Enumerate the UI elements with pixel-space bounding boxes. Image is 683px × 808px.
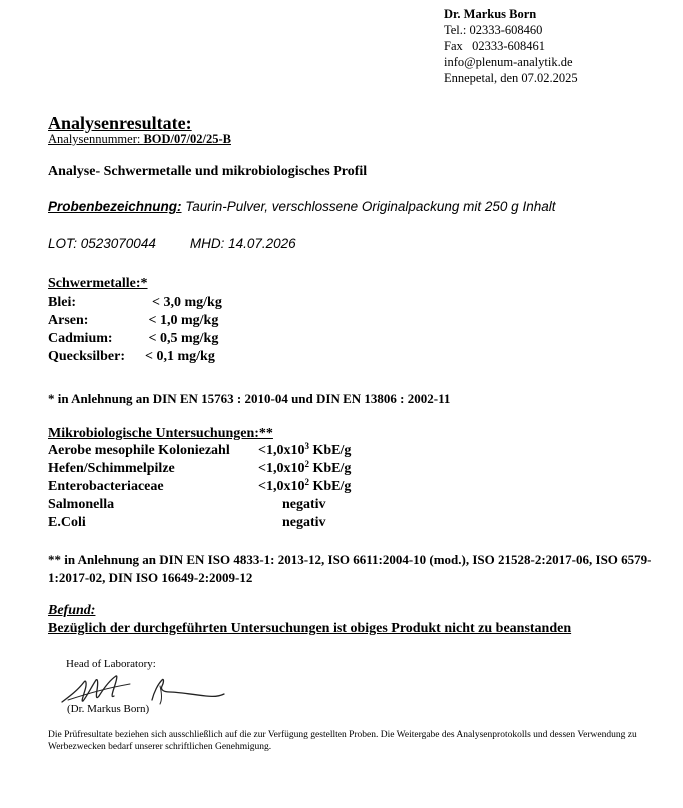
test-value xyxy=(258,479,351,494)
test-result: negativ xyxy=(282,497,326,512)
heavy-metal-row xyxy=(48,330,222,348)
metal-value: < 0,5 mg/kg xyxy=(145,331,219,346)
microbiology-row xyxy=(48,442,351,460)
value-exponent: 3 xyxy=(304,441,309,451)
metal-name: Arsen: xyxy=(48,313,89,328)
value-exponent: 2 xyxy=(304,459,309,469)
analysis-description: Analyse- Schwermetalle und mikrobiologisches Profil xyxy=(48,164,368,179)
value-unit: KbE/g xyxy=(308,443,352,458)
metal-name: Blei: xyxy=(48,295,76,310)
value-base: <1,0x10 xyxy=(258,461,305,476)
lot-line xyxy=(48,236,296,251)
test-name: Aerobe mesophile Koloniezahl xyxy=(48,443,230,458)
sample-designation xyxy=(48,199,555,214)
header-name: Dr. Markus Born xyxy=(444,7,537,21)
metal-value: < 0,1 mg/kg xyxy=(145,349,215,364)
heavy-metals-title: Schwermetalle:* xyxy=(48,276,148,291)
value-base: <1,0x10 xyxy=(258,443,305,458)
microbiology-title: Mikrobiologische Untersuchungen:** xyxy=(48,426,273,441)
microbiology-row xyxy=(48,478,351,496)
lot-number: LOT: 0523070044 xyxy=(48,236,156,251)
sample-value: Taurin-Pulver, verschlossene Originalpackung mit 250 g Inhalt xyxy=(181,199,556,214)
heavy-metal-row xyxy=(48,294,222,312)
analysis-number-value: BOD/07/02/25-B xyxy=(143,132,231,146)
header-place-date: Ennepetal, den 07.02.2025 xyxy=(444,71,578,85)
finding-title: Befund: xyxy=(48,603,96,618)
sample-label: Probenbezeichnung: xyxy=(48,199,182,214)
signature-name: (Dr. Markus Born) xyxy=(67,703,150,715)
metal-name: Cadmium: xyxy=(48,331,113,346)
value-base: <1,0x10 xyxy=(258,479,305,494)
heavy-metals-section xyxy=(48,276,222,366)
test-name: Hefen/Schimmelpilze xyxy=(48,461,175,476)
header-phone: Tel.: 02333-608460 xyxy=(444,23,543,37)
test-name: Enterobacteriaceae xyxy=(48,479,164,494)
finding-text: Bezüglich der durchgeführten Untersuchungen ist obiges Produkt nicht zu beanstanden xyxy=(48,621,572,636)
microbiology-row xyxy=(48,460,351,478)
microbiology-row xyxy=(48,514,351,532)
microbiology-section xyxy=(48,426,351,532)
microbiology-row xyxy=(48,496,351,514)
page-title: Analysenresultate: xyxy=(48,113,192,133)
value-exponent: 2 xyxy=(304,477,309,487)
contact-block xyxy=(444,2,578,86)
analysis-number-label: Analysennummer: xyxy=(48,132,144,146)
test-result: negativ xyxy=(282,515,326,530)
header-fax: Fax 02333-608461 xyxy=(444,39,546,53)
test-value xyxy=(258,443,351,458)
metal-name: Quecksilber: xyxy=(48,349,125,364)
test-name: E.Coli xyxy=(48,515,86,530)
test-value xyxy=(258,461,351,476)
best-before-date: MHD: 14.07.2026 xyxy=(189,236,296,251)
analysis-number xyxy=(48,132,231,147)
value-unit: KbE/g xyxy=(308,479,352,494)
header-email: info@plenum-analytik.de xyxy=(444,55,573,69)
signature-role: Head of Laboratory: xyxy=(66,658,156,670)
microbiology-norm-note: ** in Anlehnung an DIN EN ISO 4833-1: 2013-12, ISO 6611:2004-10 (mod.), ISO 21528-2:2017-06, ISO 6579-1:2017-02, DIN ISO 16649-2:2009-12 xyxy=(48,552,652,585)
heavy-metal-row xyxy=(48,348,222,366)
value-unit: KbE/g xyxy=(308,461,352,476)
metal-value: < 3,0 mg/kg xyxy=(145,295,222,310)
test-name: Salmonella xyxy=(48,497,115,512)
heavy-metal-row xyxy=(48,312,222,330)
footer-disclaimer: Die Prüfresultate beziehen sich ausschließlich auf die zur Verfügung gestellten Proben. Die Weitergabe des Analysenprotokolls und dessen Verwendung zu Werbezwecken bedarf unserer schriftlichen Genehmigung. xyxy=(48,730,637,752)
heavy-metals-norm-note: * in Anlehnung an DIN EN 15763 : 2010-04 und DIN EN 13806 : 2002-11 xyxy=(48,391,451,406)
metal-value: < 1,0 mg/kg xyxy=(145,313,219,328)
